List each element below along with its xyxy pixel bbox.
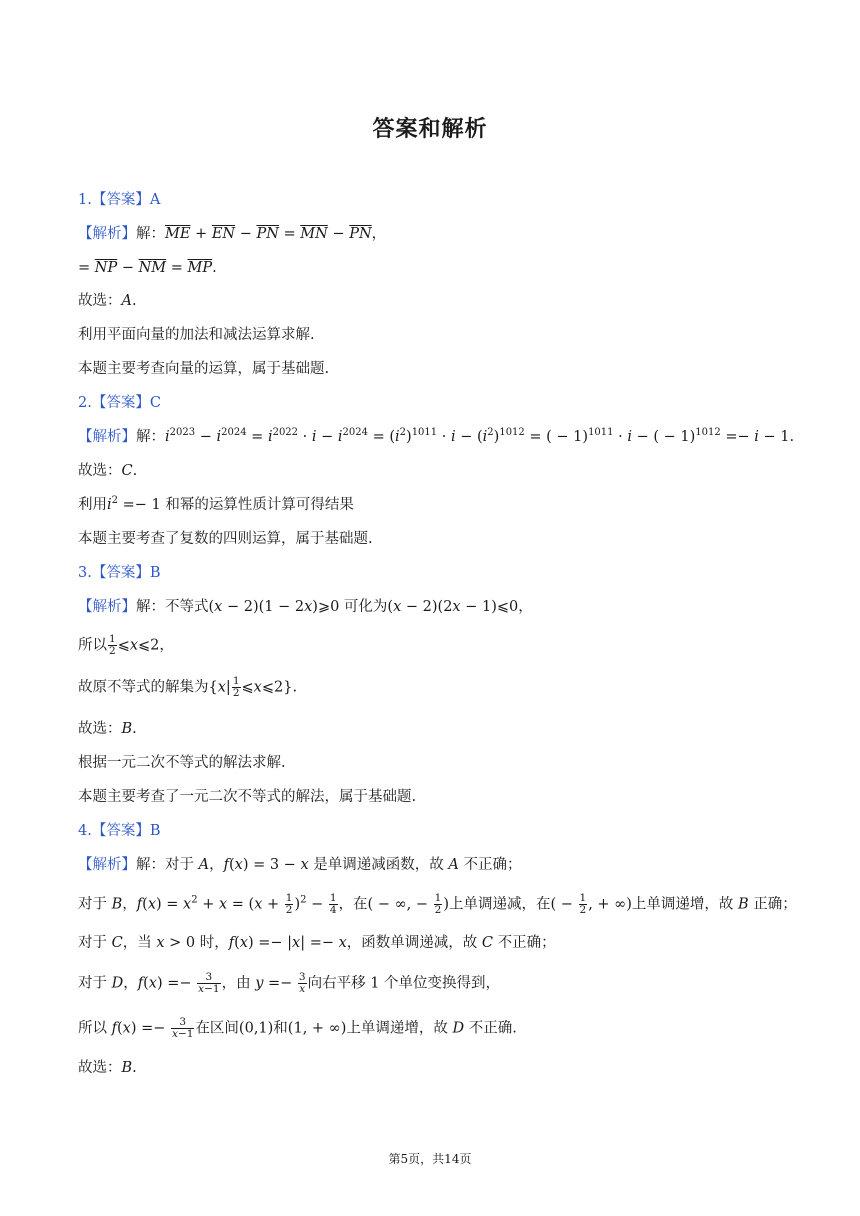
q4-line5: 所以 f(x) =− $\frac{3}{x-1}$ 在区间(0,1)和(1, + ∞)上单调递增，故 D 不正确. [78, 1016, 517, 1040]
q3-line1: 【解析】解：不等式(x − 2)(1 − 2x)⩾0 可化为(x − 2)(2x − 1)⩽0， [78, 599, 533, 615]
q2-answer-head: 2.【答案】C [78, 395, 161, 411]
q3-answer-head: 3.【答案】B [78, 565, 161, 581]
q2-line1: 【解析】解：$i^{2023} - i^{2024} = i^{2022} \cdot i - i^{2024} = (i^2)^{1011} \cdot i - (i^2)^{1012}$ = ( − 1)$^{1011}$ · i − ( − 1)$^{1012}$ =− i − 1. [78, 427, 795, 445]
q3-line2: 所以 $\frac{1}{2}$ ⩽x⩽2， [78, 633, 174, 657]
q1-line2: = $\overline{NP} - \overline{NM} = \overline{MP}$. [78, 260, 217, 276]
q1-line1: 【解析】解：$\overline{ME} + \overline{EN} - \overline{PN} = \overline{MN} - \overline{PN}$， [78, 226, 387, 242]
q1-line3: 故选：A. [78, 293, 137, 309]
q4-line3: 对于 C，当 x > 0 时，f(x) =− |x| =− x，函数单调递减，故 C 不正确； [78, 935, 556, 951]
q4-line4: 对于 D，f(x) =− $\frac{3}{x-1}$ ，由 y =− $\frac{3}{x}$ 向右平移 1 个单位变换得到， [78, 971, 501, 995]
page-title: 答案和解析 [372, 117, 488, 142]
q3-line5: 根据一元二次不等式的解法求解. [78, 755, 286, 771]
q3-line4: 故选：B. [78, 721, 137, 737]
q3-line6: 本题主要考查了一元二次不等式的解法，属于基础题. [78, 789, 417, 805]
q4-line1: 【解析】解：对于 A，f(x) = 3 − x 是单调递减函数，故 A 不正确； [78, 857, 522, 873]
q1-line5: 本题主要考查向量的运算，属于基础题. [78, 361, 330, 377]
q1-line4: 利用平面向量的加法和减法运算求解. [78, 327, 315, 343]
q3-line3: 故原不等式的解集为{x| $\frac{1}{2}$ ⩽x⩽2}. [78, 675, 298, 699]
q4-line6: 故选：B. [78, 1060, 137, 1076]
page-footer: 第5页，共14页 [388, 1152, 472, 1166]
q4-line2: 对于 B，$f(x) = x^2 + x = (x$ + $\frac{1}{2}$ )$^2$ − $\frac{1}{4}$ ，在( − ∞, − $\frac{1}{2}$ )上单调递减，在( − $\frac{1}{2}$ , + ∞)上单调递增，故 B 正确； [78, 892, 797, 916]
q1-answer-head: 1.【答案】A [78, 192, 161, 208]
q2-line3: 利用$i^2 =- 1$ 和幂的运算性质计算可得结果 [78, 495, 354, 513]
q4-answer-head: 4.【答案】B [78, 823, 161, 839]
q2-line4: 本题主要考查了复数的四则运算，属于基础题. [78, 531, 373, 547]
q2-line2: 故选：C. [78, 463, 138, 479]
